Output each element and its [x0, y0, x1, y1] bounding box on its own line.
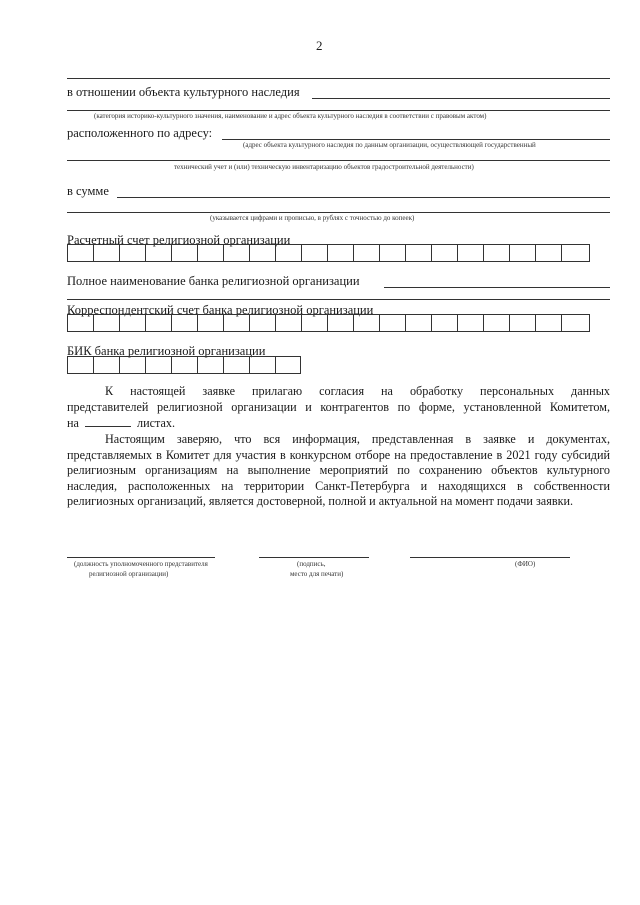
object-line-2[interactable] [67, 110, 610, 111]
bank-name-input-line[interactable] [384, 287, 610, 288]
page-number: 2 [316, 38, 323, 53]
position-signature-line[interactable] [67, 557, 215, 558]
certification-text: Настоящим заверяю, что вся информация, представленная в заявке и документах, представляемых в Комитет для участия в конкурсном отборе на предоставление в 2021 году субсидий религиозным организациям на выполнение мероприятий по сохранению объектов культурного наследия, расположенных на территории Санкт-Петербурга и находящихся в собственности религиозных организаций, является достоверной, полной и актуальной на момент подачи заявки. [67, 432, 610, 508]
sum-line-2[interactable] [67, 212, 610, 213]
sum-label: в сумме [67, 184, 109, 198]
bank-name-label: Полное наименование банка религиозной организации [67, 274, 360, 288]
object-input-line[interactable] [312, 98, 610, 99]
address-caption-1: (адрес объекта культурного наследия по данным организации, осуществляющей государственный [243, 141, 536, 149]
name-line[interactable] [410, 557, 570, 558]
bik-label: БИК банка религиозной организации [67, 344, 266, 358]
sheets-count-input[interactable] [85, 415, 131, 427]
signature-caption-2: место для печати) [290, 570, 344, 578]
object-label: в отношении объекта культурного наследия [67, 85, 300, 99]
account-cells[interactable] [67, 244, 590, 262]
consent-na: на [67, 416, 79, 430]
certification-paragraph [67, 432, 610, 510]
address-caption-2: технический учет и (или) техническую инвентаризацию объектов градостроительной деятельности) [174, 163, 474, 171]
object-top-line[interactable] [67, 78, 610, 79]
signature-caption-1: (подпись, [297, 560, 326, 568]
consent-paragraph [67, 384, 610, 432]
object-caption: (категория историко-культурного значения, наименование и адрес объекта культурного наследия в соответствии с правовым актом) [94, 112, 487, 120]
position-caption-2: религиозной организации) [89, 570, 169, 578]
consent-sheets: листах. [137, 416, 176, 430]
signature-line[interactable] [259, 557, 369, 558]
consent-line-2: представителей религиозной организации и контрагентов по форме, установленной Комитетом, [67, 399, 610, 414]
sum-caption: (указывается цифрами и прописью, в рублях с точностью до копеек) [210, 214, 415, 222]
bank-name-line-2[interactable] [67, 299, 610, 300]
account-label: Расчетный счет религиозной организации [67, 233, 291, 247]
sum-input-line[interactable] [117, 197, 610, 198]
corr-account-label: Корреспондентский счет банка религиозной организации [67, 303, 374, 317]
address-input-line[interactable] [222, 139, 610, 140]
name-caption: (ФИО) [515, 560, 536, 568]
bik-cells[interactable] [67, 356, 301, 374]
corr-account-cells[interactable] [67, 314, 590, 332]
position-caption-1: (должность уполномоченного представителя [74, 560, 208, 568]
address-line-2[interactable] [67, 160, 610, 161]
address-label: расположенного по адресу: [67, 126, 213, 140]
consent-line-1: К настоящей заявке прилагаю согласия на обработку персональных данных [105, 384, 610, 398]
